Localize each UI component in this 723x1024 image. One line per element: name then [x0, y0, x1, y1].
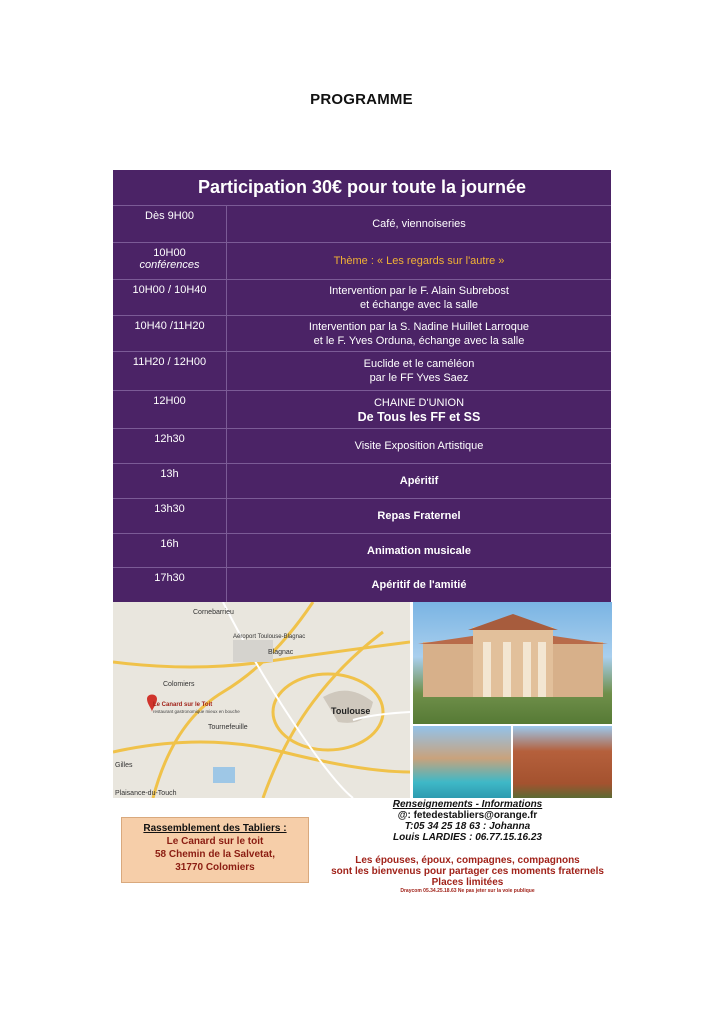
address-heading: Rassemblement des Tabliers :: [143, 823, 287, 834]
program-row: [113, 534, 611, 568]
row-description: CHAINE D'UNION De Tous les FF et SS: [357, 396, 481, 424]
program-row: [113, 316, 611, 352]
program-row: [113, 568, 611, 602]
contact-info: [310, 799, 625, 843]
notice-line: Les épouses, époux, compagnes, compagnons: [355, 855, 580, 866]
row-description: Apéritif: [399, 475, 439, 487]
program-row: [113, 391, 611, 429]
page-title: PROGRAMME: [310, 91, 413, 108]
brick-building-photo: [513, 726, 612, 798]
svg-text:Cornebarrieu: Cornebarrieu: [193, 609, 234, 616]
notice-line: Places limitées: [431, 877, 504, 888]
row-description: Intervention par la S. Nadine Huillet Larroque et le F. Yves Orduna, échange avec la salle: [308, 320, 530, 347]
row-description: Repas Fraternel: [377, 510, 461, 522]
program-row: [113, 280, 611, 316]
location-map: [113, 602, 410, 798]
svg-text:Toulouse: Toulouse: [331, 706, 371, 716]
row-time: 11H20 / 12H00: [113, 352, 227, 390]
svg-text:Aéroport Toulouse-Blagnac: Aéroport Toulouse-Blagnac: [233, 634, 306, 640]
address-line: Le Canard sur le toit: [166, 836, 264, 847]
pool-photo: [413, 726, 511, 798]
svg-text:Blagnac: Blagnac: [268, 649, 294, 656]
contact-phone: T:05 34 25 18 63 : Johanna: [404, 821, 531, 832]
svg-text:Gilles: Gilles: [115, 762, 133, 769]
row-time: 12H00: [113, 391, 227, 428]
address-line: 58 Chemin de la Salvetat,: [154, 849, 276, 860]
svg-text:Le Canard sur le Toit: Le Canard sur le Toit: [153, 702, 213, 708]
map-graphic: [113, 602, 410, 798]
program-row: [113, 464, 611, 499]
row-description: Animation musicale: [367, 544, 471, 557]
notice: [310, 855, 625, 895]
gathering-address-box: [121, 817, 309, 883]
row-description: Thème : « Les regards sur l'autre »: [333, 255, 505, 267]
contact-phone: Louis LARDIES : 06.77.15.16.23: [393, 832, 542, 843]
row-description: Visite Exposition Artistique: [354, 440, 484, 452]
svg-text:Plaisance-du-Touch: Plaisance-du-Touch: [115, 790, 177, 797]
row-time: 10H00 / 10H40: [113, 280, 227, 315]
row-time: 10H00 conférences: [113, 243, 227, 279]
program-row: [113, 243, 611, 280]
address-line: 31770 Colomiers: [175, 862, 255, 873]
program-row: [113, 206, 611, 243]
program-row: [113, 499, 611, 534]
row-time: 10H40 /11H20: [113, 316, 227, 351]
row-time: 13h30: [113, 499, 227, 533]
program-header: Participation 30€ pour toute la journée: [113, 170, 611, 206]
row-time: 12h30: [113, 429, 227, 463]
notice-fine-print: Draycom 05.34.25.18.63 Ne pas jeter sur la voie publique: [400, 888, 535, 894]
row-time: Dès 9H00: [113, 206, 227, 242]
row-description: Apéritif de l'amitié: [371, 579, 467, 591]
row-time: 13h: [113, 464, 227, 498]
notice-line: sont les bienvenus pour partager ces moments fraternels: [331, 866, 604, 877]
svg-text:Colomiers: Colomiers: [163, 681, 195, 688]
svg-text:restaurant gastronomique mieux: restaurant gastronomique mieux en bouche: [153, 709, 240, 714]
program-row: [113, 429, 611, 464]
row-time: 16h: [113, 534, 227, 567]
images-strip: [113, 602, 612, 798]
program-row: [113, 352, 611, 391]
contact-email: @: fetedestabliers@orange.fr: [397, 810, 538, 821]
building-photo: [413, 602, 612, 724]
svg-text:Tournefeuille: Tournefeuille: [208, 724, 248, 731]
row-description: Intervention par le F. Alain Subrebost et échange avec la salle: [329, 284, 509, 311]
building-graphic: [413, 602, 612, 724]
program-table: [113, 170, 611, 602]
row-time: 17h30: [113, 568, 227, 602]
row-description: Euclide et le caméléon par le FF Yves Saez: [363, 358, 475, 384]
row-description: Café, viennoiseries: [372, 218, 466, 230]
contact-heading: Renseignements - Informations: [392, 799, 543, 810]
